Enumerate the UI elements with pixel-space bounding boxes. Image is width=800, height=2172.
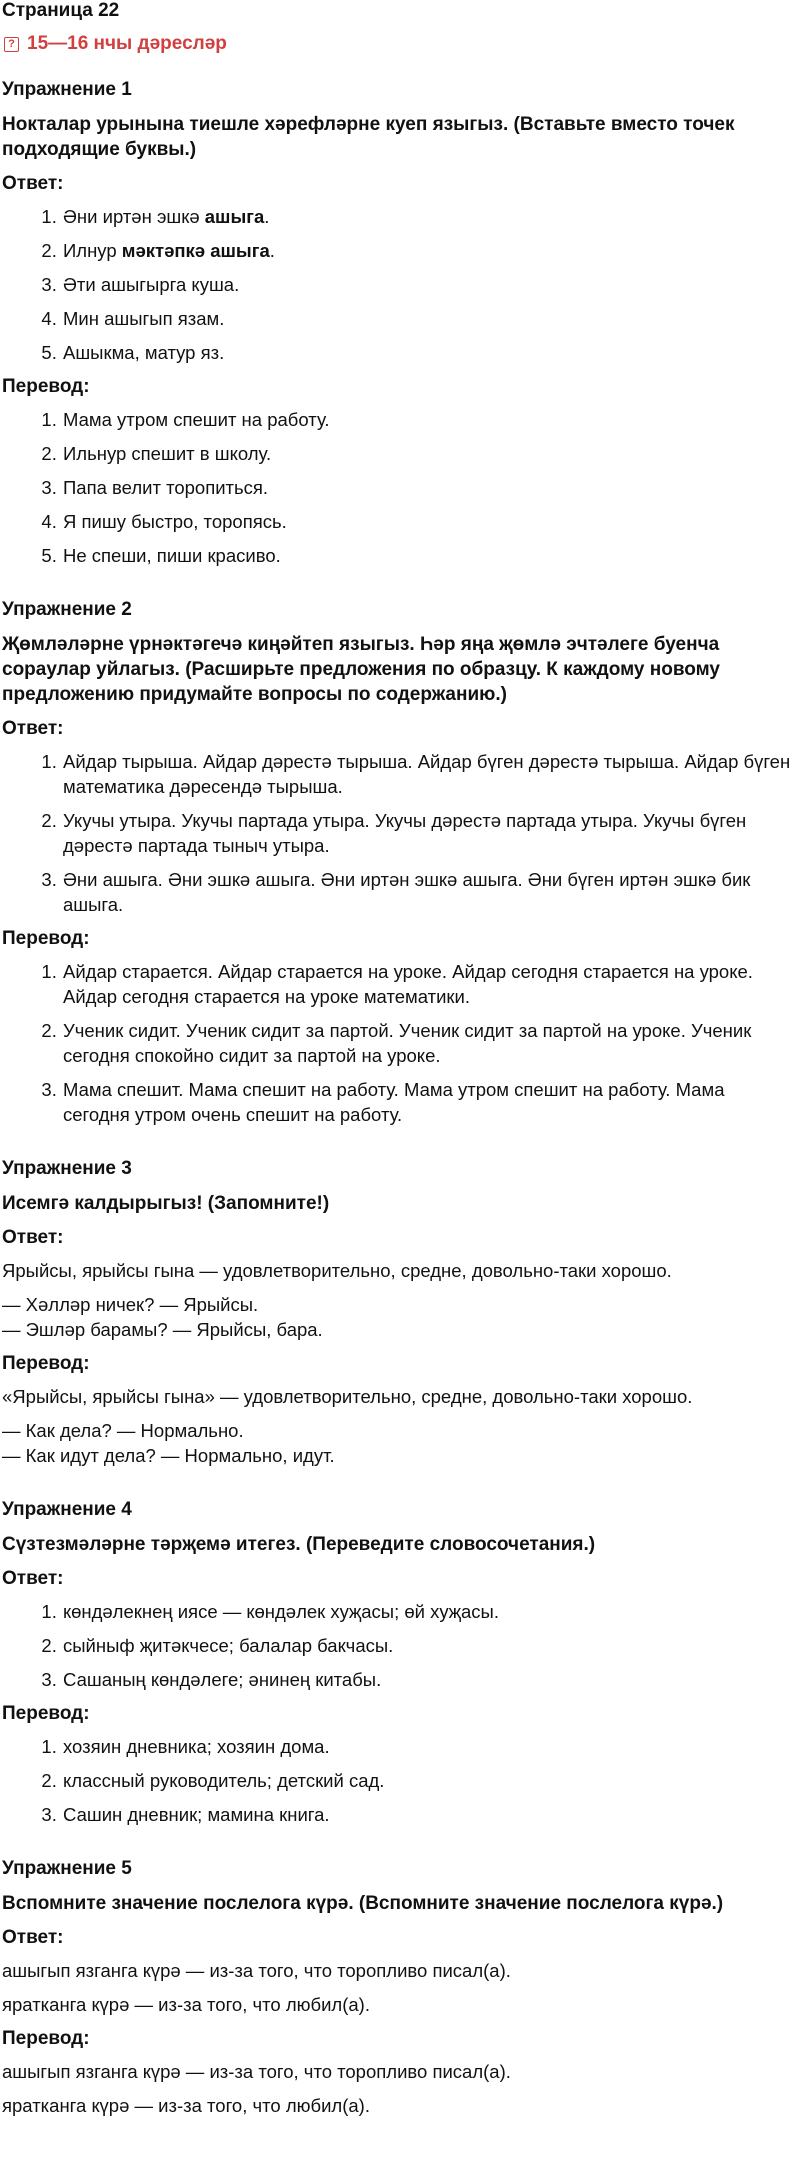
exercise-5 xyxy=(2,1857,792,2118)
dialogue-line: — Хәлләр ничек? — Ярыйсы. xyxy=(2,1294,259,1315)
exercise-title: Упражнение 1 xyxy=(2,79,132,100)
exercise-1 xyxy=(2,78,792,568)
translation-dialogue xyxy=(2,1418,792,1468)
dialogue-line: — Как дела? — Нормально. xyxy=(2,1420,244,1441)
list-item: 5. Ашыкма, матур яз. xyxy=(62,340,792,365)
question-mark-box-icon: ? xyxy=(4,37,19,52)
exercise-2 xyxy=(2,598,792,1127)
exercise-task: Сүзтезмәләрне тәрҗемә итегез. (Переведите словосочетания.) xyxy=(2,1534,596,1555)
list-item: 3. Папа велит торопиться. xyxy=(62,475,792,500)
translation-label: Перевод: xyxy=(2,1353,90,1374)
exercise-task: Нокталар урынына тиешле хәрефләрне куеп языгыз. (Вставьте вместо точек подходящие буквы.) xyxy=(2,114,735,160)
list-item: 3. Мама спешит. Мама спешит на работу. Мама утром спешит на работу. Мама сегодня утром очень спешит на работу. xyxy=(62,1077,792,1127)
translation-paragraph: «Ярыйсы, ярыйсы гына» — удовлетворительно, средне, довольно-таки хорошо. xyxy=(2,1386,693,1407)
translation-list xyxy=(2,407,792,568)
exercise-task: Җөмләләрне үрнәктәгечә киңәйтеп языгыз. Һәр яңа җөмлә эчтәлеге буенча сораулар уйлагыз. (Расширьте предложения по образцу. К каждому новому предложению придумайте вопросы по содержанию.) xyxy=(2,634,720,705)
answer-list xyxy=(2,204,792,365)
answer-paragraph: Ярыйсы, ярыйсы гына — удовлетворительно, средне, довольно-таки хорошо. xyxy=(2,1260,672,1281)
exercise-title: Упражнение 2 xyxy=(2,599,132,620)
translation-paragraph: ашыгып язганга күрә — из-за того, что торопливо писал(а). xyxy=(2,2061,511,2082)
list-item: 1. Әни иртән эшкә ашыга. xyxy=(62,204,792,229)
answer-label: Ответ: xyxy=(2,1568,64,1589)
list-item: 5. Не спеши, пиши красиво. xyxy=(62,543,792,568)
list-item: 2. Ученик сидит. Ученик сидит за партой. Ученик сидит за партой на уроке. Ученик сегодня спокойно сидит за партой на уроке. xyxy=(62,1018,792,1068)
lesson-label: 15—16 нчы дәресләр xyxy=(27,33,227,54)
answer-label: Ответ: xyxy=(2,1227,64,1248)
exercise-title: Упражнение 4 xyxy=(2,1499,132,1520)
answer-list xyxy=(2,1599,792,1692)
answer-paragraph: ашыгып язганга күрә — из-за того, что торопливо писал(а). xyxy=(2,1960,511,1981)
answer-label: Ответ: xyxy=(2,173,64,194)
translation-list xyxy=(2,959,792,1127)
translation-label: Перевод: xyxy=(2,376,90,397)
list-item: 3. Әни ашыга. Әни эшкә ашыга. Әни иртән эшкә ашыга. Әни бүген иртән эшкә бик ашыга. xyxy=(62,867,792,917)
translation-label: Перевод: xyxy=(2,1703,90,1724)
translation-list xyxy=(2,1734,792,1827)
dialogue-line: — Эшләр барамы? — Ярыйсы, бара. xyxy=(2,1319,323,1340)
answer-list xyxy=(2,749,792,917)
list-item: 4. Мин ашыгып язам. xyxy=(62,306,792,331)
list-item: 3. Әти ашыгырга куша. xyxy=(62,272,792,297)
exercise-title: Упражнение 5 xyxy=(2,1858,132,1879)
list-item: 2. сыйныф җитәкчесе; балалар бакчасы. xyxy=(62,1633,792,1658)
list-item: 3. Сашин дневник; мамина книга. xyxy=(62,1802,792,1827)
exercise-4 xyxy=(2,1498,792,1827)
list-item: 1. көндәлекнең иясе — көндәлек хуҗасы; өй хуҗасы. xyxy=(62,1599,792,1624)
translation-label: Перевод: xyxy=(2,2028,90,2049)
list-item: 2. Укучы утыра. Укучы партада утыра. Укучы дәрестә партада утыра. Укучы бүген дәрестә партада тыныч утыра. xyxy=(62,808,792,858)
list-item: 2. классный руководитель; детский сад. xyxy=(62,1768,792,1793)
translation-paragraph: яратканга күрә — из-за того, что любил(а). xyxy=(2,2095,370,2116)
list-item: 3. Сашаның көндәлеге; әнинең китабы. xyxy=(62,1667,792,1692)
list-item: 1. Айдар тырыша. Айдар дәрестә тырыша. Айдар бүген дәрестә тырыша. Айдар бүген математика дәресендә тырыша. xyxy=(62,749,792,799)
dialogue-line: — Как идут дела? — Нормально, идут. xyxy=(2,1445,335,1466)
page-title: Страница 22 xyxy=(2,0,120,21)
exercise-task: Исемгә калдырыгыз! (Запомните!) xyxy=(2,1193,330,1214)
list-item: 1. Айдар старается. Айдар старается на уроке. Айдар сегодня старается на уроке. Айдар сегодня старается на уроке математики. xyxy=(62,959,792,1009)
answer-label: Ответ: xyxy=(2,1927,64,1948)
list-item: 1. Мама утром спешит на работу. xyxy=(62,407,792,432)
list-item: 2. Ильнур спешит в школу. xyxy=(62,441,792,466)
exercise-3 xyxy=(2,1157,792,1468)
translation-label: Перевод: xyxy=(2,928,90,949)
answer-paragraph: яратканга күрә — из-за того, что любил(а). xyxy=(2,1994,370,2015)
exercise-task: Вспомните значение послелога күрә. (Вспомните значение послелога күрә.) xyxy=(2,1893,724,1914)
answer-label: Ответ: xyxy=(2,718,64,739)
answer-dialogue xyxy=(2,1292,792,1342)
list-item: 4. Я пишу быстро, торопясь. xyxy=(62,509,792,534)
list-item: 1. хозяин дневника; хозяин дома. xyxy=(62,1734,792,1759)
exercise-title: Упражнение 3 xyxy=(2,1158,132,1179)
lesson-heading[interactable] xyxy=(2,32,792,56)
list-item: 2. Илнур мәктәпкә ашыга. xyxy=(62,238,792,263)
